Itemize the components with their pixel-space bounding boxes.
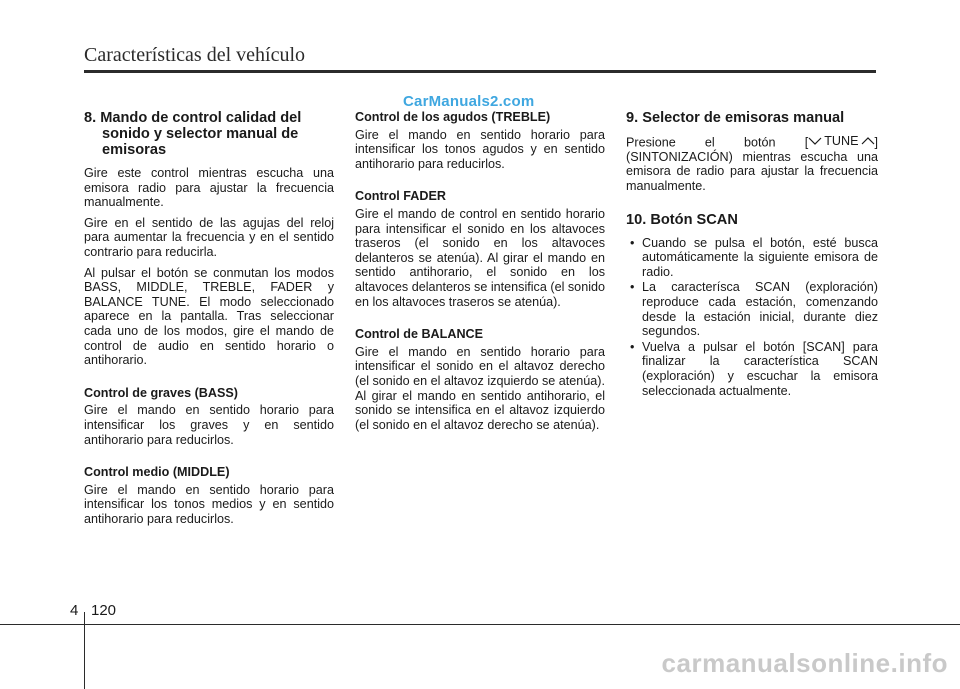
header-rule [84,70,876,73]
watermark-top: CarManuals2.com [403,93,535,110]
tune-button-symbol [808,134,874,149]
middle-text: Gire el mando en sentido horario para intensificar los tonos medios y en sentido antihorario para reducirlos. [84,482,334,526]
bass-heading: Control de graves (BASS) [84,385,238,400]
scan-bullet-list [626,236,878,399]
bullet-icon: • [630,280,635,295]
fader-text: Gire el mando de control en sentido horario para intensificar el sonido en los altavoces traseros (el sonido en los altavoces delanteros se atenúa). Al girar el mando en sentido antihorario, el sonido en los altavoces delanteros se intensifica (el sonido en los altavoces traseros se atenúa). [355,206,605,309]
bullet-icon: • [630,339,635,354]
fader-heading: Control FADER [355,189,446,204]
column-2 [355,110,605,438]
balance-heading: Control de BALANCE [355,327,484,342]
list-item: • La caracterísca SCAN (exploración) reproduce cada estación, comenzando desde la estación inicial, durante diez segundos. [630,280,878,339]
section-8-paragraph-1: Gire este control mientras escucha una emisora radio para ajustar la frecuencia manualmente. [84,166,334,210]
page-header-title: Características del vehículo [84,44,306,66]
tune-label: TUNE [824,134,859,148]
chapter-number: 4 [70,602,79,619]
section-8-paragraph-2: Gire en el sentido de las agujas del reloj para aumentar la frecuencia y en el sentido contrario para reducirla. [84,215,334,259]
chevron-down-icon [808,136,822,146]
chevron-up-icon [861,136,875,146]
section-9-text-after: ] (SINTONIZACIÓN) mientras escucha una emisora de radio para ajustar la frecuencia manualmente. [626,135,878,194]
bullet-icon: • [630,235,635,250]
footer-divider [84,612,85,689]
treble-text: Gire el mando en sentido horario para intensificar los tonos agudos y en sentido antihorario para reducirlos. [355,127,605,171]
section-8-paragraph-3: Al pulsar el botón se conmutan los modos BASS, MIDDLE, TREBLE, FADER y BALANCE TUNE. El modo seleccionado aparece en la pantalla. Tras seleccionar cada uno de los modos, gire el mando de control de audio en sentido horario o antihorario. [84,265,334,368]
section-9-heading: 9. Selector de emisoras manual [626,110,845,126]
section-9-text-before: Presione el botón [ [626,135,809,150]
column-1 [84,110,334,532]
middle-heading: Control medio (MIDDLE) [84,465,230,480]
section-9-text [626,134,878,194]
bass-text: Gire el mando en sentido horario para intensificar los graves y en sentido antihorario para reducirlos. [84,403,334,447]
column-3 [626,110,878,399]
list-item: • Cuando se pulsa el botón, esté busca automáticamente la siguiente emisora de radio. [630,235,878,279]
treble-heading: Control de los agudos (TREBLE) [355,110,551,124]
watermark-bottom: carmanualsonline.info [661,648,948,678]
section-8-heading: 8. Mando de control calidad del sonido y selector manual de emisoras [84,110,302,158]
list-item: • Vuelva a pulsar el botón [SCAN] para finalizar la característica SCAN (exploración) y escuchar la emisora seleccionada actualmente. [630,339,878,398]
page-number: 120 [91,602,117,619]
section-10-heading: 10. Botón SCAN [626,211,738,228]
balance-text: Gire el mando en sentido horario para intensificar el sonido en el altavoz derecho (el sonido en el altavoz izquierdo se atenúa). Al girar el mando en sentido antihorario, el sonido se intensifica en el altavoz izquierdo (el sonido en el altavoz derecho se atenúa). [355,344,605,432]
footer-rule [0,624,960,625]
